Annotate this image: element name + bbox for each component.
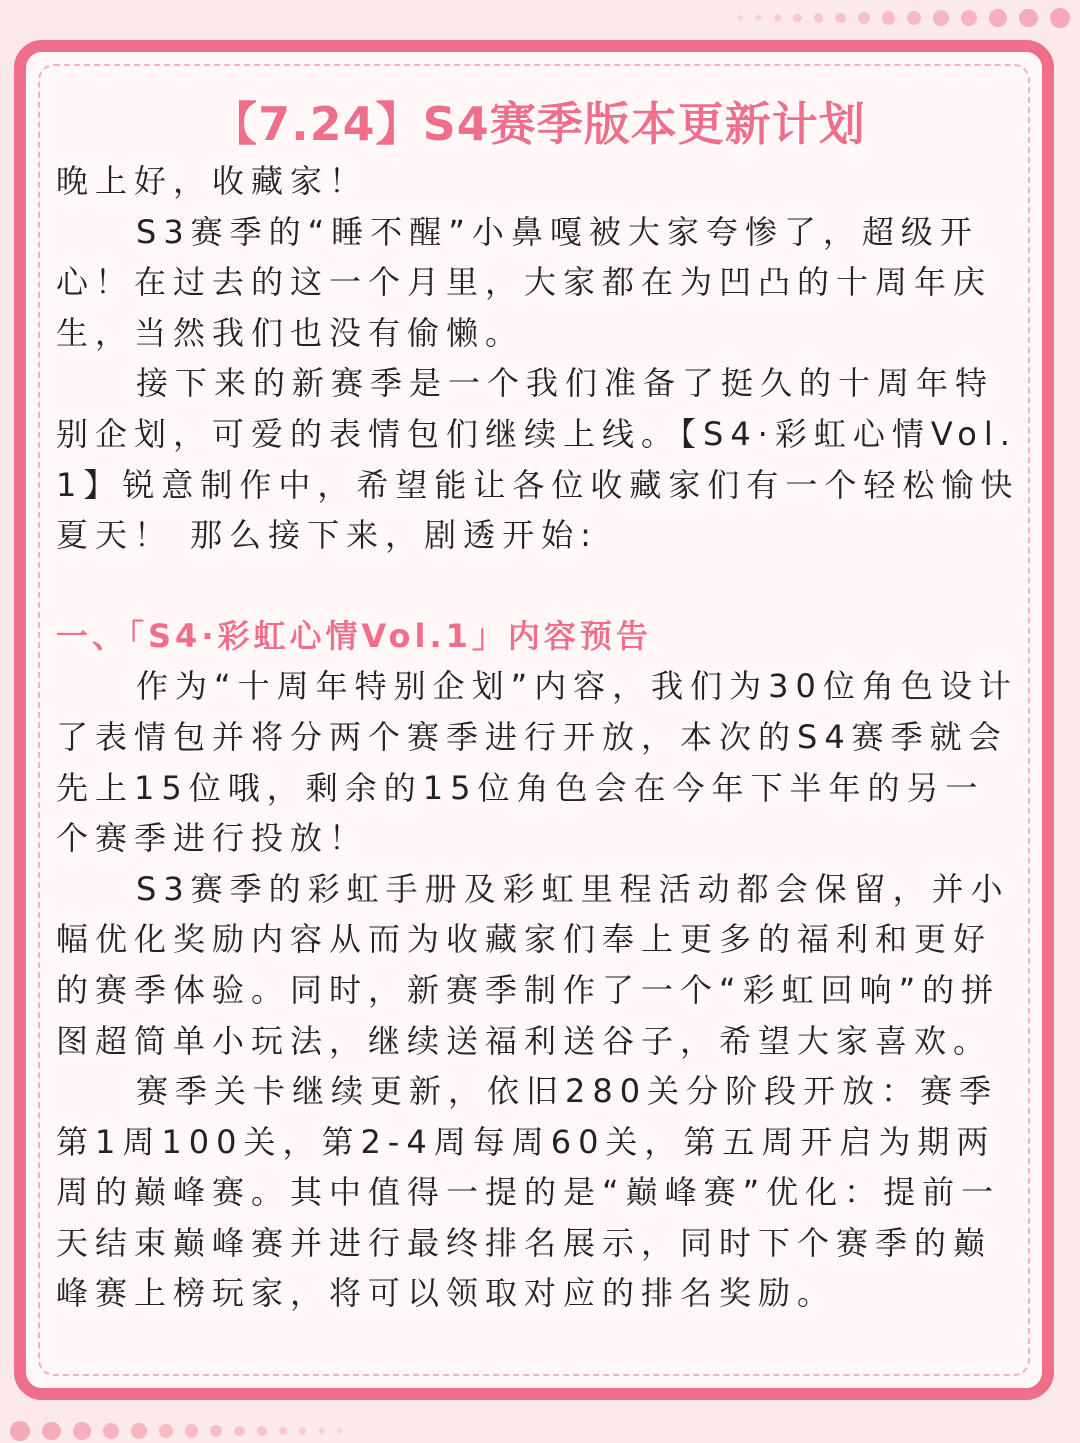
intro-paragraph-1: S3赛季的“睡不醒”小鼻嘎被大家夸惨了，超级开心！在过去的这一个月里，大家都在为凹凸的十周年庆生，当然我们也没有偷懒。 [56,212,993,352]
decorative-dot [755,15,761,21]
page-title: 【7.24】S4赛季版本更新计划 [211,97,866,151]
decorative-dots-bottom [10,1421,342,1441]
decorative-dot [10,1421,30,1441]
decorative-dot [1050,8,1070,28]
intro-paragraph-2: 接下来的新赛季是一个我们准备了挺久的十周年特别企划，可爱的表情包们继续上线。【S4·彩虹心情Vol.1】锐意制作中，希望能让各位收藏家们有一个轻松愉快夏天！ 那么接下来，剧透开始: [56,364,1020,555]
decorative-dot [835,13,846,24]
spacer [56,561,1021,611]
decorative-dot [103,1423,120,1440]
decorative-dot [793,14,802,23]
decorative-dot [961,10,978,27]
section1-paragraph-2: S3赛季的彩虹手册及彩虹里程活动都会保留，并小幅优化奖励内容从而为收藏家们奉上更多的福利和更好的赛季体验。同时，新赛季制作了一个“彩虹回响”的拼图超简单小玩法，继续送福利送谷子，希望大家喜欢。 [56,869,1010,1060]
decorative-dot [1019,9,1038,28]
decorative-dot [738,15,743,20]
decorative-dot [774,14,781,21]
section1-paragraph-3: 赛季关卡继续更新，依旧280关分阶段开放：赛季第1周100关，第2-4周每周60关，第五周开启为期两周的巅峰赛。其中值得一提的是“巅峰赛”优化：提前一天结束巅峰赛并进行最终排名展示，同时下个赛季的巅峰赛上榜玩家，将可以领取对应的排名奖励。 [56,1072,1001,1313]
decorative-dot [42,1422,61,1441]
section1-paragraph-1: 作为“十周年特别企划”内容，我们为30位角色设计了表情包并将分两个赛季进行开放，本次的S4赛季就会先上15位哦，剩余的15位角色会在今年下半年的另一个赛季进行投放！ [56,667,1018,858]
section-heading-1: 一、「S4·彩虹心情Vol.1」内容预告 [56,616,652,655]
decorative-dot [337,1428,342,1433]
greeting: 晚上好，收藏家！ [56,162,369,200]
decorative-dot [814,13,824,23]
decorative-dots-top [738,8,1070,28]
decorative-dot [318,1428,324,1434]
article [56,92,1021,1319]
decorative-dot [858,12,870,24]
decorative-dot [131,1423,146,1438]
decorative-dot [933,10,948,25]
decorative-dot [989,9,1007,27]
decorative-dot [907,11,921,25]
decorative-dot [257,1426,267,1436]
decorative-dot [185,1424,198,1437]
decorative-dot [73,1422,91,1440]
decorative-dot [882,11,895,24]
decorative-dot [299,1427,306,1434]
decorative-dot [159,1424,173,1438]
decorative-dot [210,1425,222,1437]
decorative-dot [279,1427,288,1436]
content-card [14,40,1054,1400]
decorative-dot [234,1426,245,1437]
